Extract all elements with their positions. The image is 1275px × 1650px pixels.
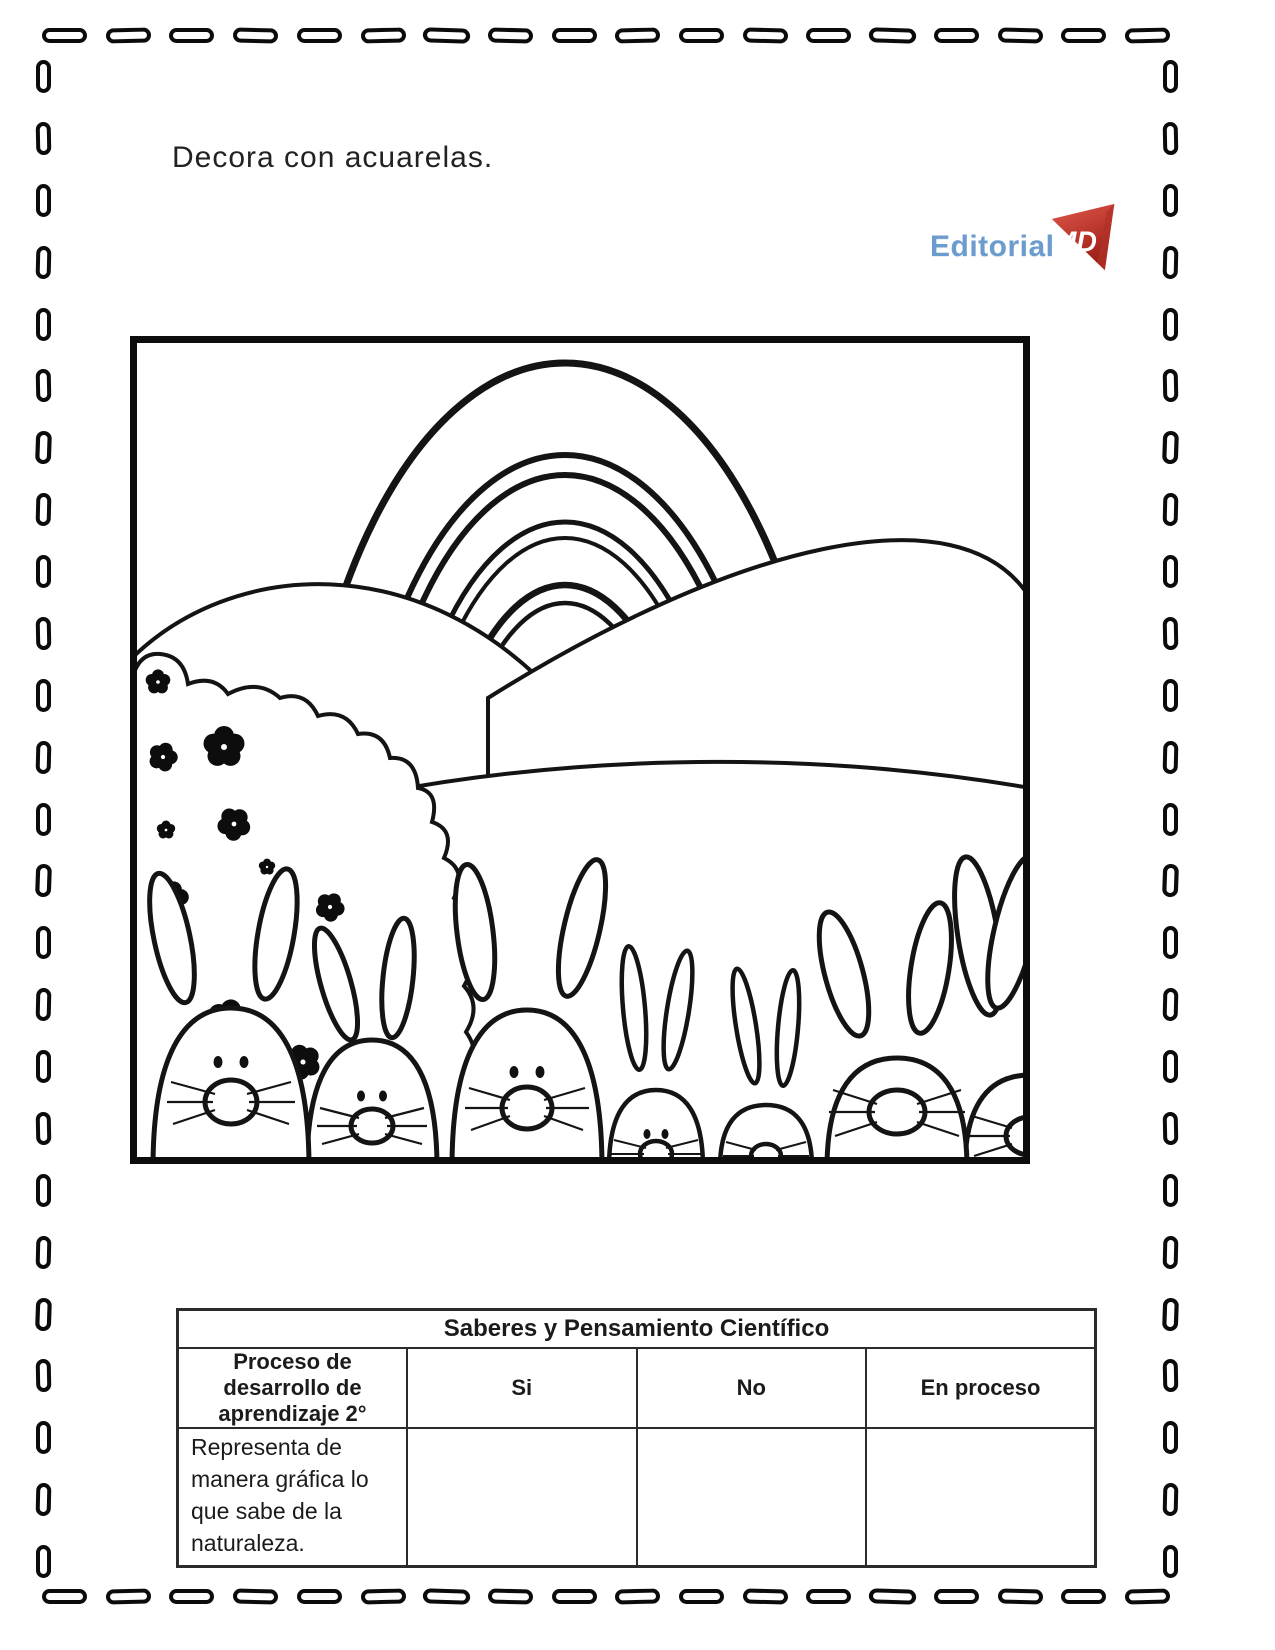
stitched-border-right [1163, 60, 1179, 1578]
col-header-in-process: En proceso [866, 1348, 1096, 1428]
in-process-cell[interactable] [866, 1428, 1096, 1567]
table-row [178, 1428, 1096, 1567]
criterion-cell: Representa de manera gráfica lo que sabe de la naturaleza. [178, 1428, 408, 1567]
table-title: Saberes y Pensamiento Científico [178, 1310, 1096, 1349]
stitched-border-left [36, 60, 52, 1578]
svg-text:MD: MD [1052, 226, 1097, 259]
yes-cell[interactable] [407, 1428, 637, 1567]
col-header-yes: Si [407, 1348, 637, 1428]
stitched-border-top [42, 28, 1170, 44]
coloring-picture [130, 336, 1030, 1164]
col-header-no: No [637, 1348, 867, 1428]
stitched-border-bottom [42, 1589, 1170, 1605]
col-header-process: Proceso de desarrollo de aprendizaje 2° [178, 1348, 408, 1428]
logo-md-triangle-icon [1048, 201, 1120, 280]
no-cell[interactable] [637, 1428, 867, 1567]
assessment-table [176, 1308, 1097, 1568]
assessment-section [176, 1308, 1097, 1568]
editorial-md-logo [930, 198, 1120, 278]
instruction-text: Decora con acuarelas. [172, 141, 494, 174]
logo-wordmark: Editorial [930, 230, 1055, 263]
